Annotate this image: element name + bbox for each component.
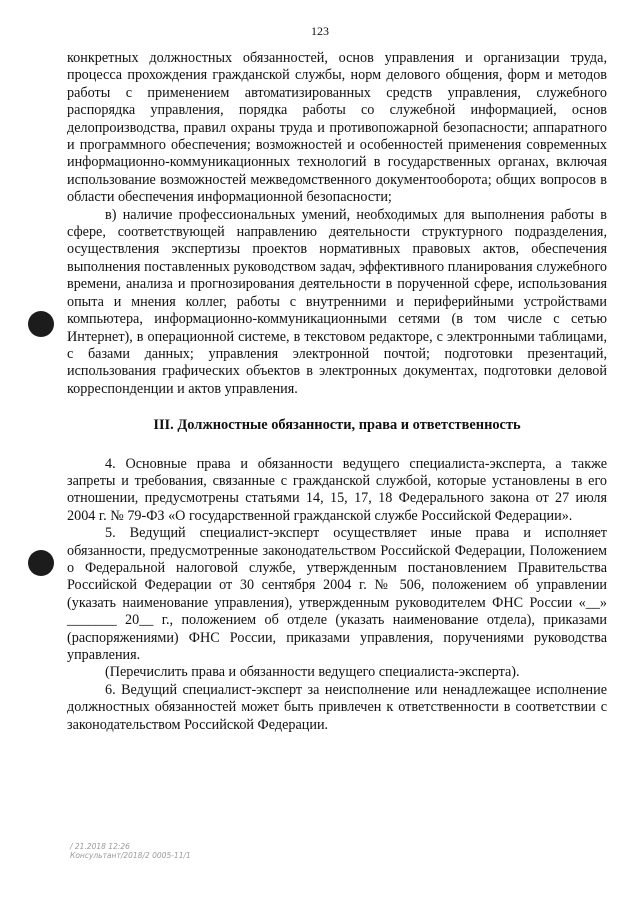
document-body: [67, 50, 607, 734]
paragraph-rights: 4. Основные права и обязанности ведущего специалиста-эксперта, а также запреты и требования, связанные с гражданской службой, которые установлены в его отношении, предусмотрены статьями 14, 15, 17, 18 Федерального закона от 27 июля 2004 г. № 79-ФЗ «О государственной гражданской службе Российской Федерации».: [67, 455, 607, 524]
paragraph-knowledge: конкретных должностных обязанностей, основ управления и организации труда, процесса прохождения гражданской службы, норм делового общения, форм и методов работы с применением автоматизированных средств управления, служебного распорядка управления, порядка работы со служебной информацией, основ делопроизводства, правил охраны труда и противопожарной безопасности; аппаратного и программного обеспечения; возможностей и особенностей применения современных информационно-коммуникационных технологий в государственных органах, включая использование возможностей межведомственного документооборота; общих вопросов в области обеспечения информационной безопасности;: [67, 50, 607, 206]
page-number: 123: [311, 24, 329, 38]
paragraph-other-rights: 5. Ведущий специалист-эксперт осуществляет иные права и исполняет обязанности, предусмотренные законодательством Российской Федерации, Положением о Федеральной налоговой службе, утвержденным постановлением Правительства Российской Федерации от 30 сентября 2004 г. № 506, положением об управлении (указать наименование управления), утвержденным руководителем ФНС России «__» _______ 20__ г., положением об отделе (указать наименование отдела), приказами (распоряжениями) ФНС России, приказами управления, поручениями руководства управления.: [67, 525, 607, 663]
paragraph-list-note: (Перечислить права и обязанности ведущего специалиста-эксперта).: [105, 664, 520, 681]
section-heading: III. Должностные обязанности, права и ответственность: [153, 417, 521, 434]
paragraph-responsibility: 6. Ведущий специалист-эксперт за неисполнение или ненадлежащее исполнение должностных обязанностей может быть привлечен к ответственности в соответствии с законодательством Российской Федерации.: [67, 681, 607, 733]
punch-hole-lower: [28, 550, 54, 576]
footer-stamp: [70, 842, 191, 860]
footer-stamp-line1: / 21.2018 12:26: [70, 842, 130, 851]
footer-stamp-line2: Консультант/2018/2 0005-11/1: [70, 851, 191, 860]
punch-hole-upper: [28, 311, 54, 337]
paragraph-skills: в) наличие профессиональных умений, необходимых для выполнения работы в сфере, соответствующей направлению деятельности структурного подразделения, осуществления экспертизы проектов нормативных правовых актов, обеспечения выполнения поставленных руководством задач, эффективного планирования служебного времени, анализа и прогнозирования деятельности в порученной сфере, использования опыта и мнения коллег, работы с внутренними и периферийными устройствами компьютера, информационно-коммуникационными сетями (в том числе с сетью Интернет), в операционной системе, в текстовом редакторе, с электронными таблицами, с базами данных; управления электронной почтой; подготовки презентаций, использования графических объектов в электронных документах, подготовки деловой корреспонденции и актов управления.: [67, 206, 607, 397]
